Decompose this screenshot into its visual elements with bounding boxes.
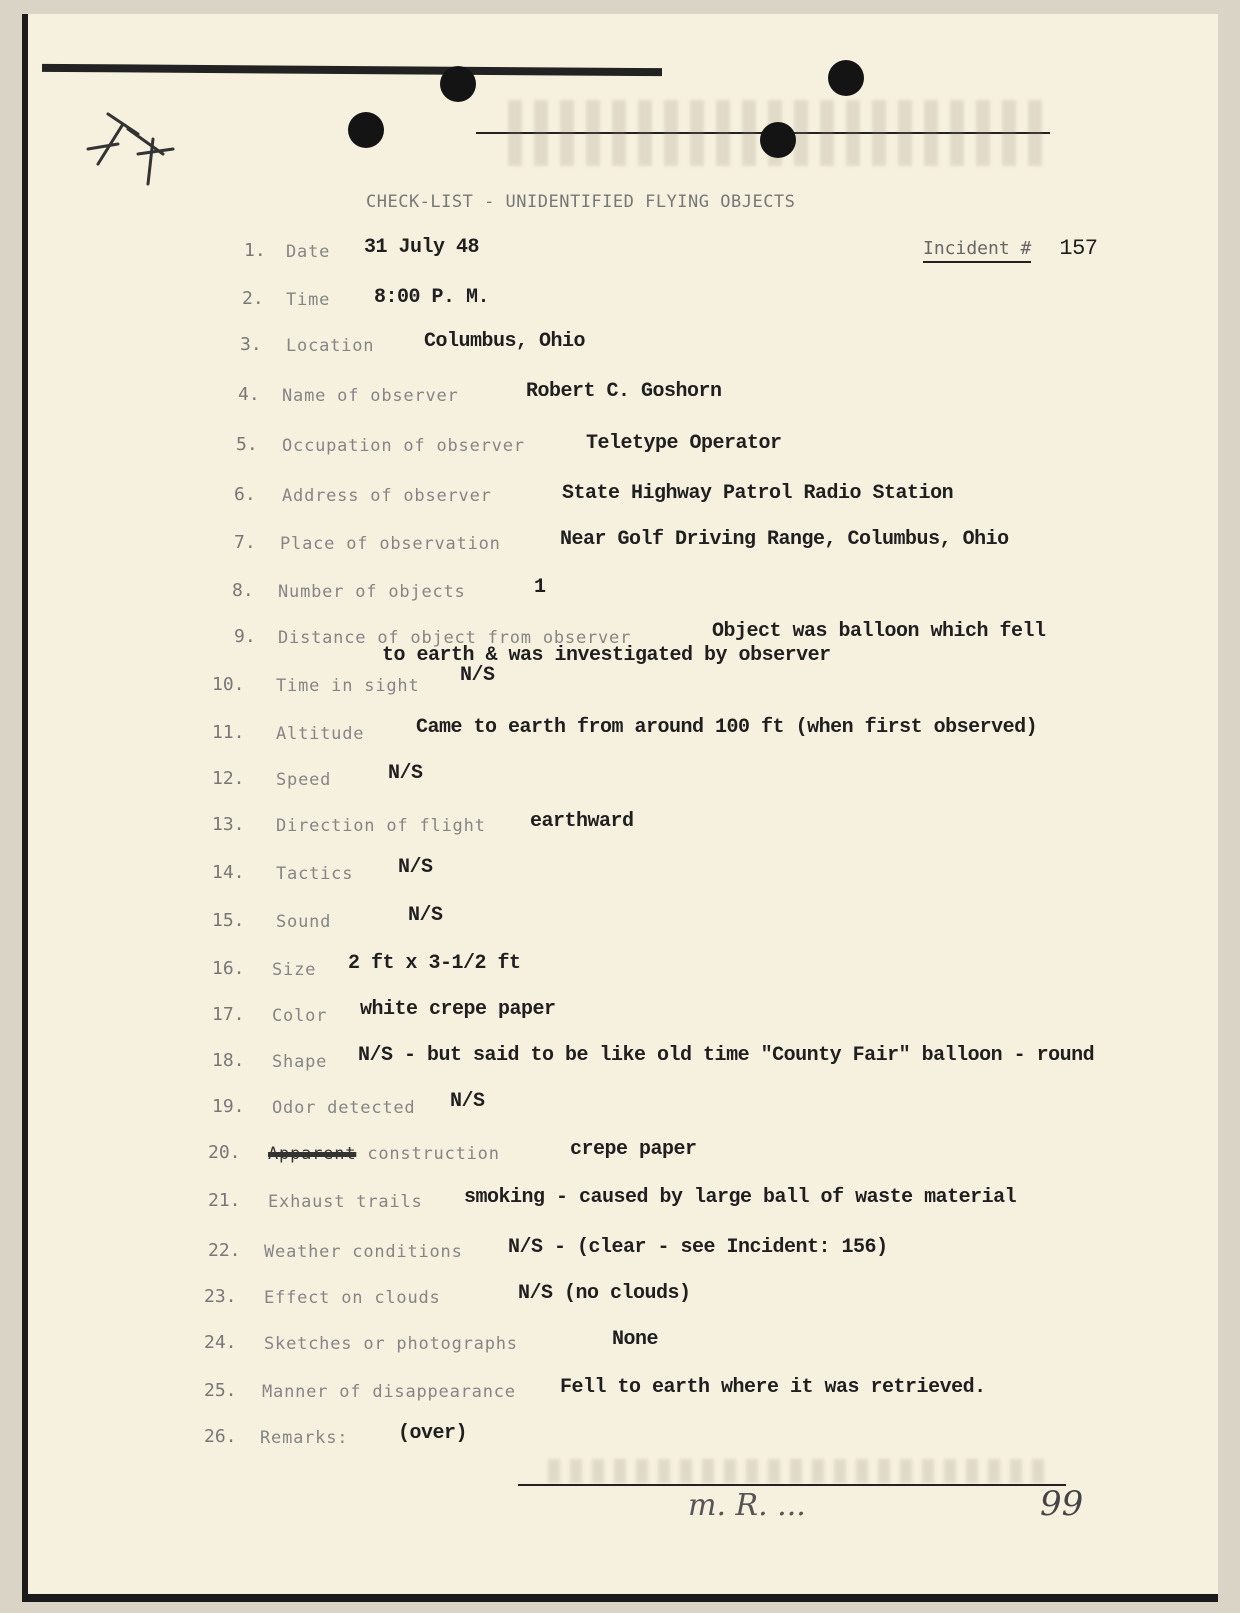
punch-hole xyxy=(440,66,476,102)
field-number: 23. xyxy=(204,1286,237,1307)
field-value: white crepe paper xyxy=(360,998,556,1021)
field-value: N/S - but said to be like old time "County Fair" balloon - round xyxy=(358,1044,1095,1067)
field-number: 24. xyxy=(204,1332,237,1353)
label-text: construction xyxy=(367,1144,500,1164)
field-value: (over) xyxy=(398,1422,468,1445)
field-number: 7. xyxy=(234,532,256,553)
field-number: 5. xyxy=(236,434,258,455)
field-value: State Highway Patrol Radio Station xyxy=(562,482,954,505)
field-value: Columbus, Ohio xyxy=(424,330,586,353)
field-number: 8. xyxy=(232,580,254,601)
field-value: Fell to earth where it was retrieved. xyxy=(560,1376,986,1399)
field-label: Speed xyxy=(276,770,332,790)
field-value: N/S - (clear - see Incident: 156) xyxy=(508,1236,888,1259)
field-number: 6. xyxy=(234,484,256,505)
field-label: Sound xyxy=(276,912,332,932)
incident-value: 157 xyxy=(1059,236,1098,261)
field-value: N/S xyxy=(460,664,495,687)
punch-hole xyxy=(348,112,384,148)
field-value: smoking - caused by large ball of waste material xyxy=(464,1186,1017,1209)
document-title: CHECK-LIST - UNIDENTIFIED FLYING OBJECTS xyxy=(366,192,796,212)
field-label: Name of observer xyxy=(282,386,459,406)
field-label: Exhaust trails xyxy=(268,1192,423,1212)
field-label: Color xyxy=(272,1006,328,1026)
field-label: Distance of object from observer xyxy=(278,628,632,648)
field-value: crepe paper xyxy=(570,1138,697,1161)
field-value: Robert C. Goshorn xyxy=(526,380,722,403)
field-number: 10. xyxy=(212,674,245,695)
field-label: Weather conditions xyxy=(264,1242,463,1262)
field-number: 11. xyxy=(212,722,245,743)
field-number: 14. xyxy=(212,862,245,883)
field-number: 25. xyxy=(204,1380,237,1401)
field-number: 12. xyxy=(212,768,245,789)
field-label: Size xyxy=(272,960,317,980)
handwritten-mark-icon xyxy=(78,94,198,194)
incident-label: Incident # xyxy=(923,238,1031,263)
field-label xyxy=(268,1144,500,1164)
field-value: N/S (no clouds) xyxy=(518,1282,691,1305)
field-number: 20. xyxy=(208,1142,241,1163)
field-value: Near Golf Driving Range, Columbus, Ohio xyxy=(560,528,1009,551)
field-value: 31 July 48 xyxy=(364,236,480,259)
field-number: 26. xyxy=(204,1426,237,1447)
handwritten-note: m. R. ... xyxy=(688,1488,806,1523)
document-page xyxy=(22,14,1218,1602)
signature-line xyxy=(518,1484,1066,1486)
field-label: Direction of flight xyxy=(276,816,486,836)
field-label: Altitude xyxy=(276,724,365,744)
field-value: 8:00 P. M. xyxy=(374,286,490,309)
field-label: Tactics xyxy=(276,864,354,884)
punch-hole xyxy=(760,122,796,158)
punch-hole xyxy=(828,60,864,96)
field-value: Came to earth from around 100 ft (when first observed) xyxy=(416,716,1038,739)
field-value-continued: to earth & was investigated by observer xyxy=(382,644,831,667)
field-number: 9. xyxy=(234,626,256,647)
field-label: Number of objects xyxy=(278,582,466,602)
field-value: N/S xyxy=(398,856,433,879)
field-label: Shape xyxy=(272,1052,328,1072)
field-label: Location xyxy=(286,336,375,356)
field-value: Object was balloon which fell xyxy=(712,620,1046,643)
field-label: Time in sight xyxy=(276,676,420,696)
field-value: Teletype Operator xyxy=(586,432,782,455)
field-number: 2. xyxy=(242,288,264,309)
field-number: 19. xyxy=(212,1096,245,1117)
field-number: 4. xyxy=(238,384,260,405)
field-value: None xyxy=(612,1328,659,1351)
field-value: N/S xyxy=(450,1090,485,1113)
field-number: 16. xyxy=(212,958,245,979)
field-number: 17. xyxy=(212,1004,245,1025)
bottom-stamp xyxy=(548,1459,1048,1483)
field-number: 3. xyxy=(240,334,262,355)
field-label: Date xyxy=(286,242,331,262)
field-number: 21. xyxy=(208,1190,241,1211)
field-label: Effect on clouds xyxy=(264,1288,441,1308)
field-label: Occupation of observer xyxy=(282,436,525,456)
field-label: Time xyxy=(286,290,331,310)
field-value: N/S xyxy=(388,762,423,785)
field-label: Odor detected xyxy=(272,1098,416,1118)
field-label: Manner of disappearance xyxy=(262,1382,516,1402)
top-bar xyxy=(42,64,662,76)
field-value: 2 ft x 3-1/2 ft xyxy=(348,952,521,975)
field-label: Place of observation xyxy=(280,534,501,554)
field-value: 1 xyxy=(534,576,546,599)
field-label: Remarks: xyxy=(260,1428,349,1448)
field-value: N/S xyxy=(408,904,443,927)
page-number: 99 xyxy=(1040,1484,1084,1524)
struck-label: Apparent xyxy=(268,1144,357,1164)
field-number: 22. xyxy=(208,1240,241,1261)
field-number: 1. xyxy=(244,240,266,261)
field-value: earthward xyxy=(530,810,634,833)
incident-number xyxy=(923,236,1097,261)
field-label: Address of observer xyxy=(282,486,492,506)
field-label: Sketches or photographs xyxy=(264,1334,518,1354)
field-number: 13. xyxy=(212,814,245,835)
field-number: 15. xyxy=(212,910,245,931)
field-number: 18. xyxy=(212,1050,245,1071)
